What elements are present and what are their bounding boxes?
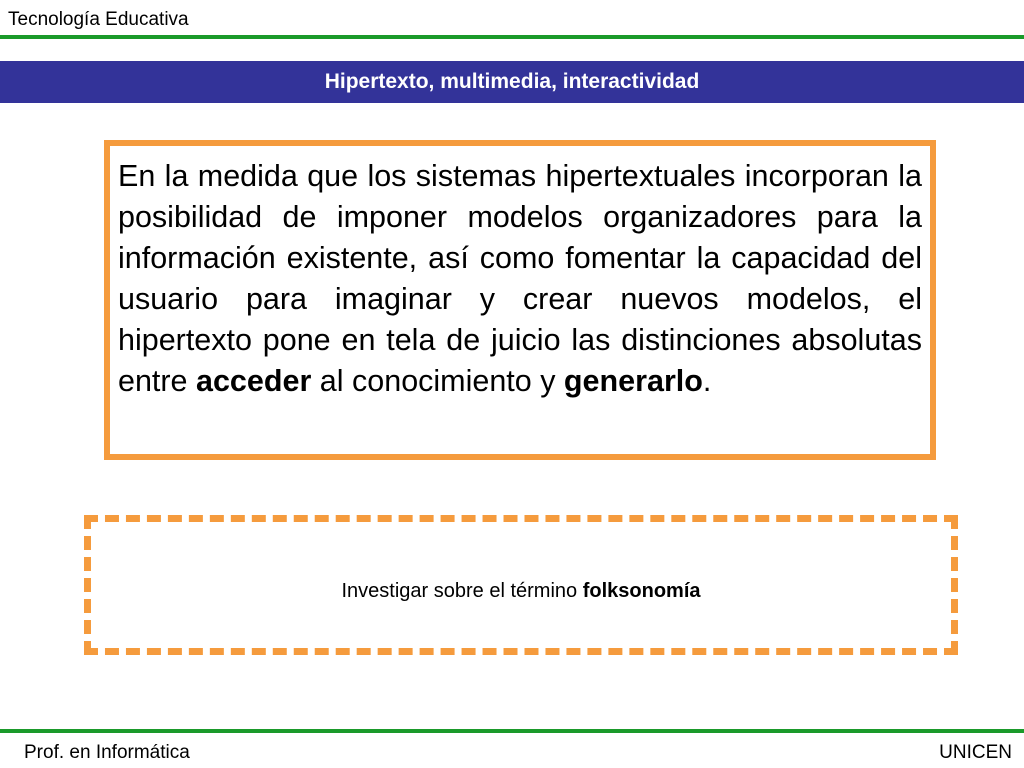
quote-text-start: En la medida que los sistemas hipertextuales incorporan la posibilidad de imponer modelos organizadores para la información existente, así como fomentar la capacidad del usuario para imaginar y crear nuevos modelos, el hipertexto pone en tela de juicio las distinciones absolutas entre bbox=[118, 159, 922, 398]
task-box bbox=[84, 515, 958, 655]
quote-text-end: . bbox=[702, 364, 712, 398]
course-name: Tecnología Educativa bbox=[8, 9, 189, 30]
task-text-bold: folksonomía bbox=[582, 580, 701, 602]
footer-program: Prof. en Informática bbox=[24, 742, 190, 763]
quote-bold-generarlo: generarlo bbox=[563, 364, 703, 398]
footer-institution: UNICEN bbox=[939, 742, 1012, 763]
task-text bbox=[91, 578, 951, 604]
quote-text-middle: al conocimiento y bbox=[311, 364, 564, 398]
quote-bold-acceder: acceder bbox=[196, 364, 312, 398]
task-text-plain: Investigar sobre el término bbox=[341, 580, 583, 602]
top-green-rule bbox=[0, 35, 1024, 39]
bottom-green-rule bbox=[0, 729, 1024, 733]
quote-box bbox=[104, 140, 936, 460]
quote-text bbox=[118, 156, 922, 402]
slide-title: Hipertexto, multimedia, interactividad bbox=[0, 61, 1024, 103]
